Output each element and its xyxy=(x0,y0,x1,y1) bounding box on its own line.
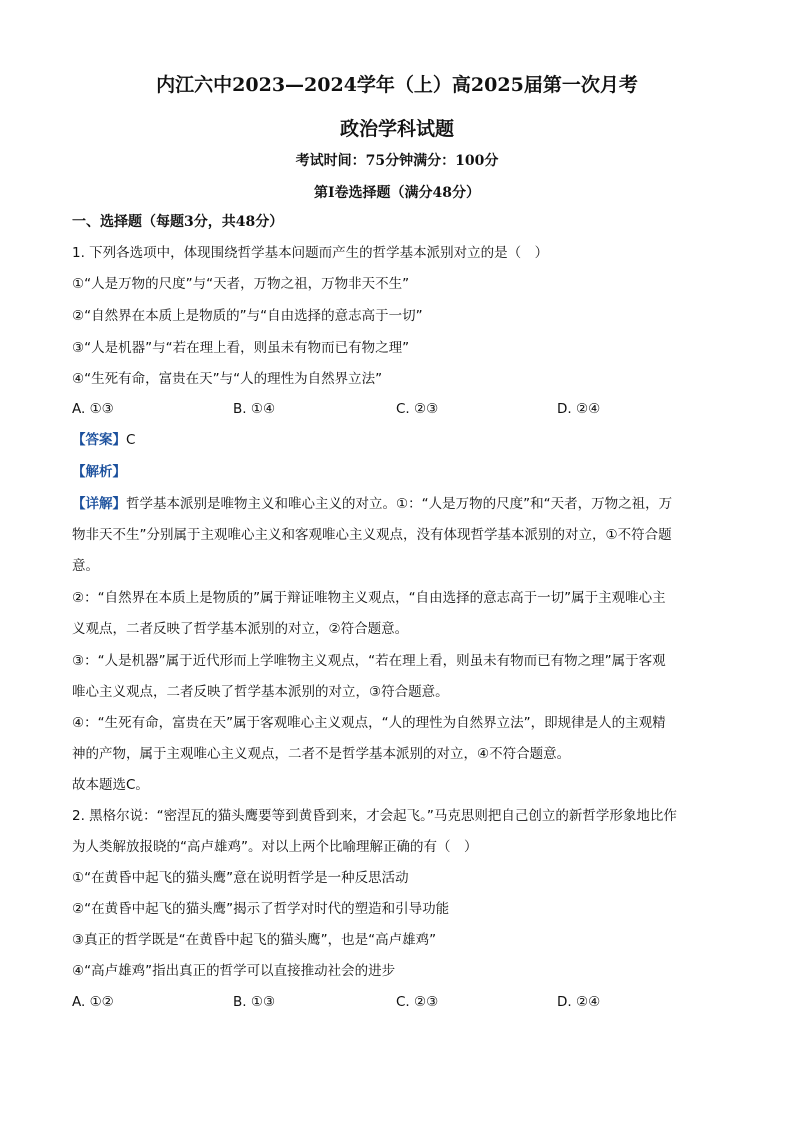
q2-option-b: B. ①③ xyxy=(233,994,276,1010)
q2-item: ①“在黄昏中起飞的猫头鹰”意在说明哲学是一种反思活动 xyxy=(72,870,409,886)
q1-option-c: C. ②③ xyxy=(396,401,439,417)
q1-explanation-line: 义观点，二者反映了哲学基本派别的对立，②符合题意。 xyxy=(72,621,409,637)
q1-explanation-line: 【详解】哲学基本派别是唯物主义和唯心主义的对立。①：“人是万物的尺度”和“天者，万物之祖，万 xyxy=(72,496,673,512)
q2-option-d: D. ②④ xyxy=(557,994,601,1010)
q1-option-b: B. ①④ xyxy=(233,401,276,417)
q1-option-a: A. ①③ xyxy=(72,401,114,417)
q1-option-d: D. ②④ xyxy=(557,401,601,417)
q2-stem: 为人类解放报晓的“高卢雄鸡”。对以上两个比喻理解正确的有（ ） xyxy=(72,839,478,855)
q1-explanation-line: ②：“自然界在本质上是物质的”属于辩证唯物主义观点，“自由选择的意志高于一切”属于主观唯心主 xyxy=(72,590,666,606)
exam-title: 内江六中2023—2024学年（上）高2025届第一次月考 xyxy=(156,74,638,96)
q1-explanation-line: ④：“生死有命，富贵在天”属于客观唯心主义观点，“人的理性为自然界立法”，即规律是人的主观精 xyxy=(72,715,666,731)
q2-item: ②“在黄昏中起飞的猫头鹰”揭示了哲学对时代的塑造和引导功能 xyxy=(72,901,450,917)
q1-explanation-line: 意。 xyxy=(72,558,99,574)
q1-explanation-line: 唯心主义观点，二者反映了哲学基本派别的对立，③符合题意。 xyxy=(72,684,449,700)
q2-option-a: A. ①② xyxy=(72,994,114,1010)
answer-value: C xyxy=(126,432,136,448)
exam-info: 考试时间：75分钟满分：100分 xyxy=(295,153,499,169)
q1-item: ①“人是万物的尺度”与“天者，万物之祖，万物非天不生” xyxy=(72,276,410,292)
q2-item: ③真正的哲学既是“在黄昏中起飞的猫头鹰”，也是“高卢雄鸡” xyxy=(72,932,437,948)
q1-item: ③“人是机器”与“若在理上看，则虽未有物而已有物之理” xyxy=(72,340,410,356)
q1-explanation-line: ③：“人是机器”属于近代形而上学唯物主义观点，“若在理上看，则虽未有物而已有物之理”属于客观 xyxy=(72,653,666,669)
q1-item: ②“自然界在本质上是物质的”与“自由选择的意志高于一切” xyxy=(72,308,423,324)
q1-analysis xyxy=(72,462,732,482)
q2-option-c: C. ②③ xyxy=(396,994,439,1010)
part-title: 第Ⅰ卷选择题（满分48分） xyxy=(313,185,481,201)
q1-answer xyxy=(72,430,732,450)
q1-item: ④“生死有命，富贵在天”与“人的理性为自然界立法” xyxy=(72,371,383,387)
q1-stem: 1. 下列各选项中，体现围绕哲学基本问题而产生的哲学基本派别对立的是（ ） xyxy=(72,245,549,261)
q2-item: ④“高卢雄鸡”指出真正的哲学可以直接推动社会的进步 xyxy=(72,963,396,979)
analysis-label: 【解析】 xyxy=(72,464,126,480)
q1-explanation-line: 物非天不生”分别属于主观唯心主义和客观唯心主义观点，没有体现哲学基本派别的对立，①不符合题 xyxy=(72,527,672,543)
q1-explanation-line: 故本题选C。 xyxy=(72,777,149,793)
section-heading: 一、选择题（每题3分，共48分） xyxy=(72,214,284,230)
q1-explanation-line: 神的产物，属于主观唯心主义观点，二者不是哲学基本派别的对立，④不符合题意。 xyxy=(72,746,571,762)
answer-label: 【答案】 xyxy=(72,432,126,448)
detail-label: 【详解】 xyxy=(72,496,126,512)
q2-stem: 2. 黑格尔说：“密涅瓦的猫头鹰要等到黄昏到来，才会起飞。”马克思则把自己创立的新哲学形象地比作 xyxy=(72,808,677,824)
subject-title: 政治学科试题 xyxy=(339,118,454,140)
